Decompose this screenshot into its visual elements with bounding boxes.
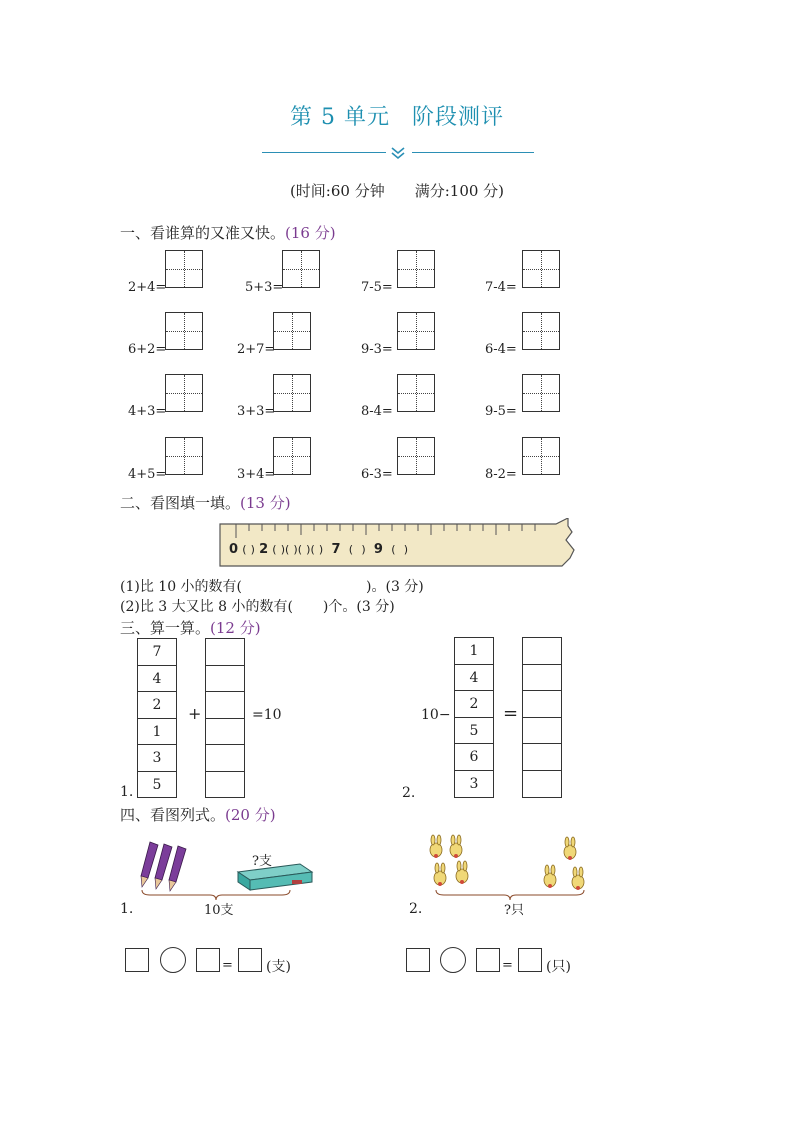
- ruler-label: ): [403, 543, 409, 556]
- equation: 8-2=: [485, 467, 517, 482]
- ruler-label: )(: [280, 543, 290, 556]
- answer-box[interactable]: [273, 437, 311, 475]
- answer-cell[interactable]: [523, 718, 561, 745]
- answer-cell[interactable]: [206, 666, 244, 693]
- equation: 2+7=: [237, 342, 276, 357]
- answer-cell[interactable]: [523, 638, 561, 665]
- column-cell: 4: [455, 665, 493, 692]
- equation: 9-5=: [485, 404, 517, 419]
- column-cell: 2: [455, 691, 493, 718]
- equation: 6-3=: [361, 467, 393, 482]
- column-cell: 6: [455, 744, 493, 771]
- number-box[interactable]: [406, 948, 430, 972]
- number-box[interactable]: [125, 948, 149, 972]
- answer-box[interactable]: [522, 312, 560, 350]
- equation: 7-5=: [361, 280, 393, 295]
- answer-box[interactable]: [397, 374, 435, 412]
- answer-box[interactable]: [522, 374, 560, 412]
- question-2-2: [120, 596, 395, 616]
- question-text-end: )。(3 分): [366, 579, 424, 595]
- number-column: [454, 637, 494, 798]
- number-box[interactable]: [238, 948, 262, 972]
- section4-score: (20 分): [225, 806, 276, 824]
- answer-cell[interactable]: [523, 744, 561, 771]
- section1-heading: [120, 222, 336, 243]
- question-text-end: )个。(3 分): [322, 599, 395, 615]
- problem-number: 2.: [409, 901, 423, 917]
- answer-box[interactable]: [522, 250, 560, 288]
- section2-title: 二、看图填一填。: [120, 494, 241, 512]
- equation: 4+3=: [128, 404, 167, 419]
- answer-box[interactable]: [282, 250, 320, 288]
- ruler-label: (: [272, 543, 277, 556]
- column-cell: 1: [138, 719, 176, 746]
- number-box[interactable]: [196, 948, 220, 972]
- ruler-label: (: [242, 543, 247, 556]
- section4-heading: [120, 804, 276, 825]
- section1-title: 一、看谁算的又准又快。: [120, 224, 286, 242]
- answer-column: [522, 637, 562, 798]
- answer-cell[interactable]: [523, 665, 561, 692]
- pencils-icon: [138, 840, 198, 892]
- title-unit: 第 5 单元: [290, 105, 390, 130]
- title-name: 阶段测评: [411, 105, 504, 130]
- problem-number: 2.: [402, 785, 416, 801]
- number-box[interactable]: [518, 948, 542, 972]
- exam-info: [0, 180, 794, 201]
- equals-sign: =: [222, 958, 233, 973]
- ruler-labels: [229, 542, 408, 557]
- unit-label: (只): [546, 959, 571, 975]
- problem-number: 1.: [120, 784, 134, 800]
- number-box[interactable]: [476, 948, 500, 972]
- plus-sign: +: [188, 704, 202, 723]
- column-cell: 3: [469, 775, 479, 792]
- equals-ten: =10: [252, 707, 282, 723]
- column-cell: 1: [455, 638, 493, 665]
- operator-circle[interactable]: [440, 947, 466, 973]
- section2-score: (13 分): [240, 494, 291, 512]
- ten-minus: 10−: [421, 707, 451, 723]
- answer-box[interactable]: [165, 437, 203, 475]
- equals-sign: =: [502, 958, 513, 973]
- operator-circle[interactable]: [160, 947, 186, 973]
- answer-cell[interactable]: [206, 745, 244, 772]
- equation: 6+2=: [128, 342, 167, 357]
- answer-box[interactable]: [273, 374, 311, 412]
- answer-box[interactable]: [165, 374, 203, 412]
- column-cell: 7: [138, 639, 176, 666]
- answer-column: [205, 638, 245, 798]
- answer-cell[interactable]: [206, 692, 244, 719]
- section1-score: (16 分): [285, 224, 336, 242]
- question-2-1: [120, 576, 424, 596]
- ruler-label: 2: [259, 542, 269, 557]
- section3-heading: [120, 617, 261, 638]
- box-label: ?支: [252, 854, 272, 869]
- section3-title: 三、算一算。: [120, 619, 211, 637]
- total-label: ?只: [504, 903, 524, 918]
- answer-box[interactable]: [397, 437, 435, 475]
- section3-score: (12 分): [210, 619, 261, 637]
- equation: 4+5=: [128, 467, 167, 482]
- column-cell: 5: [455, 718, 493, 745]
- column-cell: 5: [152, 776, 162, 793]
- equation: 3+4=: [237, 467, 276, 482]
- exam-time: (时间:60 分钟: [289, 182, 385, 200]
- equation: 7-4=: [485, 280, 517, 295]
- answer-cell[interactable]: [206, 719, 244, 746]
- answer-cell[interactable]: [523, 691, 561, 718]
- answer-box[interactable]: [273, 312, 311, 350]
- ruler-label: )(: [306, 543, 315, 556]
- chevron-down-icon: [390, 146, 406, 160]
- column-cell: 3: [138, 745, 176, 772]
- equation: 9-3=: [361, 342, 393, 357]
- ruler-label: (: [348, 543, 354, 556]
- answer-box[interactable]: [397, 250, 435, 288]
- ruler-label: ): [361, 543, 366, 556]
- answer-box[interactable]: [165, 312, 203, 350]
- column-cell: 2: [138, 692, 176, 719]
- ruler-label: 9: [373, 542, 383, 557]
- title-divider: [262, 146, 534, 160]
- answer-cell[interactable]: [523, 771, 561, 798]
- total-label: 10支: [204, 903, 234, 918]
- section2-heading: [120, 492, 291, 513]
- ruler-label: 0: [229, 542, 239, 557]
- section4-title: 四、看图列式。: [120, 806, 226, 824]
- page-title: [0, 100, 794, 131]
- exam-full-score: 满分:100 分): [414, 182, 505, 200]
- problem-number: 1.: [120, 901, 134, 917]
- ruler-label: ): [318, 543, 324, 556]
- equation: 2+4=: [128, 280, 167, 295]
- equation: 6-4=: [485, 342, 517, 357]
- equation: 3+3=: [237, 404, 276, 419]
- equals-sign: =: [503, 703, 519, 724]
- number-column: [137, 638, 177, 798]
- question-text: (2)比 3 大又比 8 小的数有(: [120, 599, 293, 615]
- ruler-label: (: [391, 543, 396, 556]
- equation: 5+3=: [245, 280, 284, 295]
- ruler-label: ): [250, 543, 255, 556]
- column-cell: 4: [138, 666, 176, 693]
- unit-label: (支): [266, 959, 291, 975]
- answer-cell[interactable]: [206, 639, 244, 666]
- answer-box[interactable]: [397, 312, 435, 350]
- answer-box[interactable]: [522, 437, 560, 475]
- question-text: (1)比 10 小的数有(: [120, 579, 243, 595]
- equation: 8-4=: [361, 404, 393, 419]
- answer-cell[interactable]: [206, 772, 244, 799]
- ruler-label: 7: [331, 542, 341, 557]
- ruler-label: )(: [293, 543, 303, 556]
- answer-box[interactable]: [165, 250, 203, 288]
